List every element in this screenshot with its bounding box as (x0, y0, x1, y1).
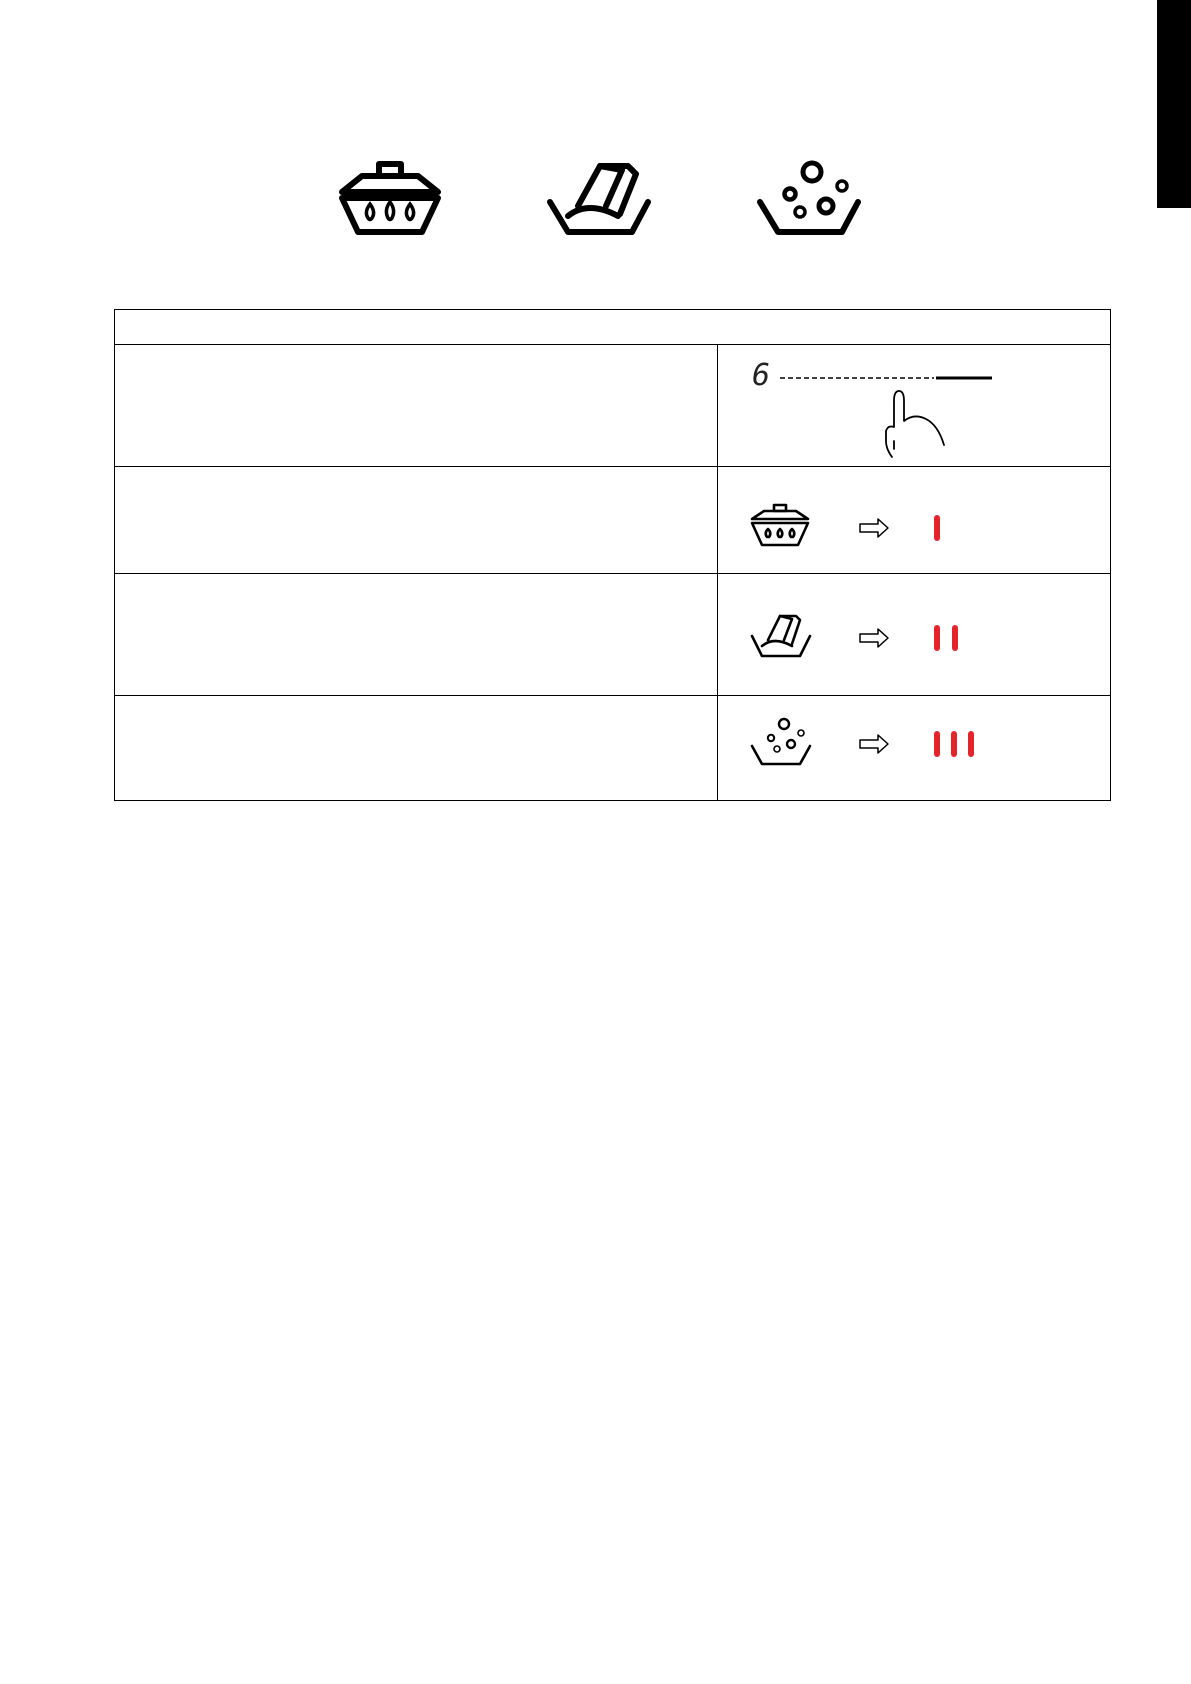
row-figure (718, 467, 1111, 574)
row-text (115, 574, 718, 696)
program-icons-row (330, 160, 890, 260)
row-figure (718, 696, 1111, 801)
level-indicator (937, 628, 955, 648)
table-row (115, 345, 1111, 467)
bubbles-basin-icon (752, 719, 810, 764)
row-text (115, 345, 718, 467)
pot-steam-icon (752, 505, 808, 545)
row-figure (718, 574, 1111, 696)
display-digit: 6 (752, 358, 771, 393)
table-row (115, 467, 1111, 574)
table-row (115, 696, 1111, 801)
pot-steam-icon (330, 160, 450, 260)
row-figure (718, 345, 1111, 467)
table-header (115, 310, 1111, 345)
arrow-right-icon (860, 519, 888, 537)
program-table (114, 309, 1111, 801)
table-row (115, 574, 1111, 696)
level-indicator (937, 734, 971, 754)
row-text (115, 696, 718, 801)
plate-basin-icon (752, 616, 810, 656)
row-text (115, 467, 718, 574)
bubbles-basin-icon (750, 160, 870, 260)
arrow-right-icon (860, 629, 888, 647)
arrow-right-icon (860, 735, 888, 753)
plate-basin-icon (540, 160, 660, 260)
page-edge-tab (1157, 0, 1191, 208)
hand-touch-icon (886, 391, 944, 457)
